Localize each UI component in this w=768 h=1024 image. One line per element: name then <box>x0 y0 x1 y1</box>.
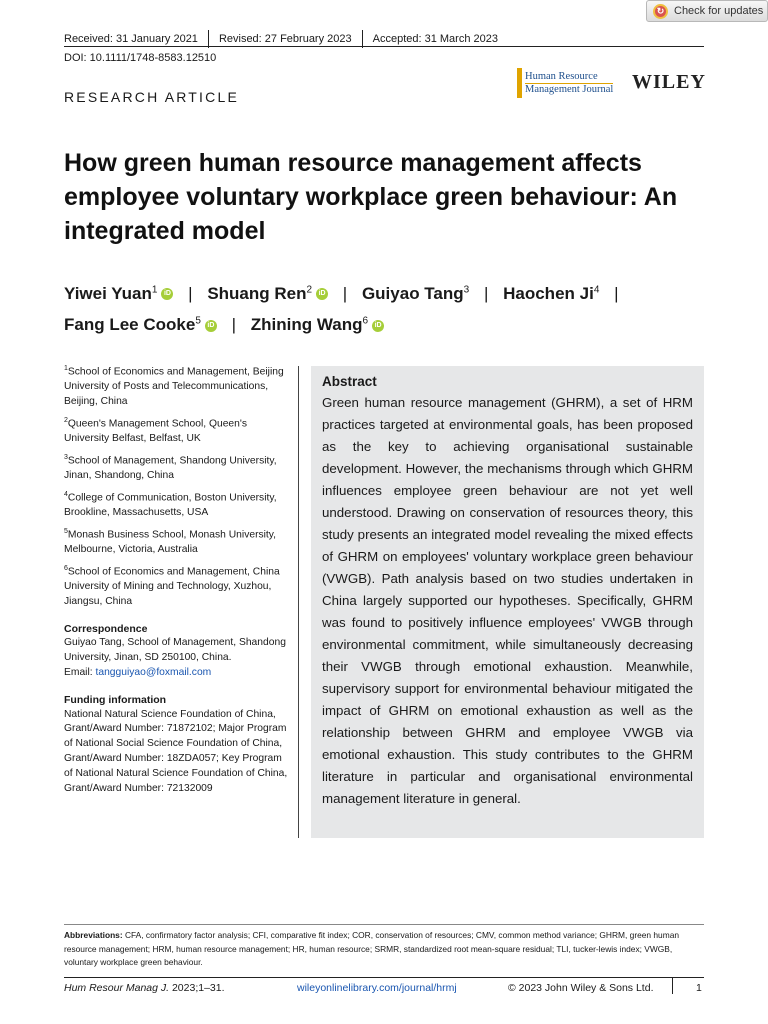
footer-rule <box>64 977 704 978</box>
article-title: How green human resource management affects employee voluntary workplace green behaviour: An integrated model <box>64 149 678 245</box>
affiliation: $^2$Queen's Management School, Queen's University Belfast, Belfast, UK <box>64 416 247 445</box>
journal-url-link[interactable]: wileyonlinelibrary.com/journal/hrmj <box>297 982 457 994</box>
check-for-updates-badge[interactable] <box>646 0 768 22</box>
affiliation: $^4$College of Communication, Boston University, Brookline, Massachusetts, USA <box>64 490 277 519</box>
email-link[interactable]: tangguiyao@foxmail.com <box>95 667 212 679</box>
publisher-logo: WILEY <box>632 71 706 93</box>
check-for-updates-label: Check for updates <box>674 5 764 17</box>
funding-heading: Funding information <box>64 693 167 706</box>
affiliation: $^5$Monash Business School, Monash University, Melbourne, Victoria, Australia <box>64 527 277 556</box>
abstract-heading: Abstract <box>322 374 377 389</box>
copyright: © 2023 John Wiley & Sons Ltd. <box>508 982 654 994</box>
journal-logo <box>517 68 613 98</box>
column-divider <box>298 366 299 838</box>
footnote-rule <box>64 924 704 925</box>
logo-bar <box>517 68 522 98</box>
accepted-date: Accepted: 31 March 2023 <box>372 33 498 45</box>
orcid-icon[interactable]: iD <box>205 320 217 332</box>
author[interactable]: Shuang Ren$^2$ <box>207 283 313 303</box>
author[interactable]: Haochen Ji$^4$ <box>503 283 600 303</box>
journal-name-line2: Management Journal <box>525 83 614 95</box>
divider <box>672 978 673 994</box>
abstract-text: Green human resource management (GHRM), a set of HRM practices targeted at environmental goals, has been proposed as the key to achieving organisational sustainable development. However, the mechanisms through which GHRM influences employee green behaviour are not yet well understood. Drawing on conservation of resources theory, this study presents an integrated model revealing the mixed effects of GHRM on employees' voluntary workplace green behaviour (VWGB). Path analysis based on two studies undertaken in China largely supported our hypotheses. Specifically, GHRM was found to positively influence employees' VWGB through environmental commitment, while simultaneously decreasing their VWGB through emotional exhaustion. Meanwhile, supervisory support for environmental behaviour mitigated the impact of GHRM on emotional exhaustion as well as the relationship between GHRM and employee VWGB via emotional exhaustion. This study contributes to the GHRM literature in particular and organisational environmental management literature in general. <box>322 395 693 806</box>
orcid-icon[interactable]: iD <box>372 320 384 332</box>
doi: DOI: 10.1111/1748-8583.12510 <box>64 52 217 64</box>
abbreviations-footnote: Abbreviations: CFA, confirmatory factor analysis; CFI, comparative fit index; COR, conservation of resources; CMV, common method variance; GHRM, green human resource management; HRM, human resource management; HR, human resource; SRMR, standardized root mean-square residual; TLI, tucker-lewis index; VWGB, voluntary workplace green behaviour. <box>64 930 680 967</box>
revised-date: Revised: 27 February 2023 <box>218 33 352 45</box>
author-list: Yiwei Yuan$^1$ iD | Shuang Ren$^2$ iD | Guiyao Tang$^3$ | Haochen Ji$^4$ | Fang Lee Cooke$^5$ iD | Zhining Wang$^6$ iD <box>64 283 619 335</box>
author[interactable]: Zhining Wang$^6$ <box>250 315 369 335</box>
header-rule <box>64 46 704 47</box>
author[interactable]: Yiwei Yuan$^1$ <box>64 283 158 303</box>
correspondence-email: Email: tangguiyao@foxmail.com <box>64 667 212 679</box>
author[interactable]: Fang Lee Cooke$^5$ <box>64 315 201 335</box>
journal-citation: Hum Resour Manag J. 2023;1–31. <box>64 982 225 994</box>
abstract-box <box>311 366 704 838</box>
affiliation: $^6$School of Economics and Management, China University of Mining and Technology, Xuzhou, Jiangsu, China <box>64 564 280 607</box>
received-date: Received: 31 January 2021 <box>64 33 198 45</box>
sidebar-info <box>64 362 292 796</box>
correspondence-heading: Correspondence <box>64 622 148 635</box>
correspondence-text: Guiyao Tang, School of Management, Shandong University, Jinan, SD 250100, China. <box>64 637 286 664</box>
refresh-icon: ↻ <box>653 4 668 19</box>
orcid-icon[interactable]: iD <box>161 288 173 300</box>
orcid-icon[interactable]: iD <box>316 288 328 300</box>
journal-name-line1: Human Resource <box>525 72 613 84</box>
author[interactable]: Guiyao Tang$^3$ <box>361 283 470 303</box>
affiliation: $^1$School of Economics and Management, Beijing University of Posts and Telecommunications, Beijing, China <box>64 365 284 408</box>
page-number: 1 <box>696 982 702 994</box>
funding-text: National Natural Science Foundation of China, Grant/Award Number: 71872102; Major Program of National Social Science Foundation of China, Grant/Award Number: 18ZDA057; Key Program of National Natural Science Foundation of China, Grant/Award Number: 72132009 <box>64 708 288 794</box>
affiliation: $^3$School of Management, Shandong University, Jinan, Shandong, China <box>64 453 277 482</box>
article-type: RESEARCH ARTICLE <box>64 89 239 105</box>
